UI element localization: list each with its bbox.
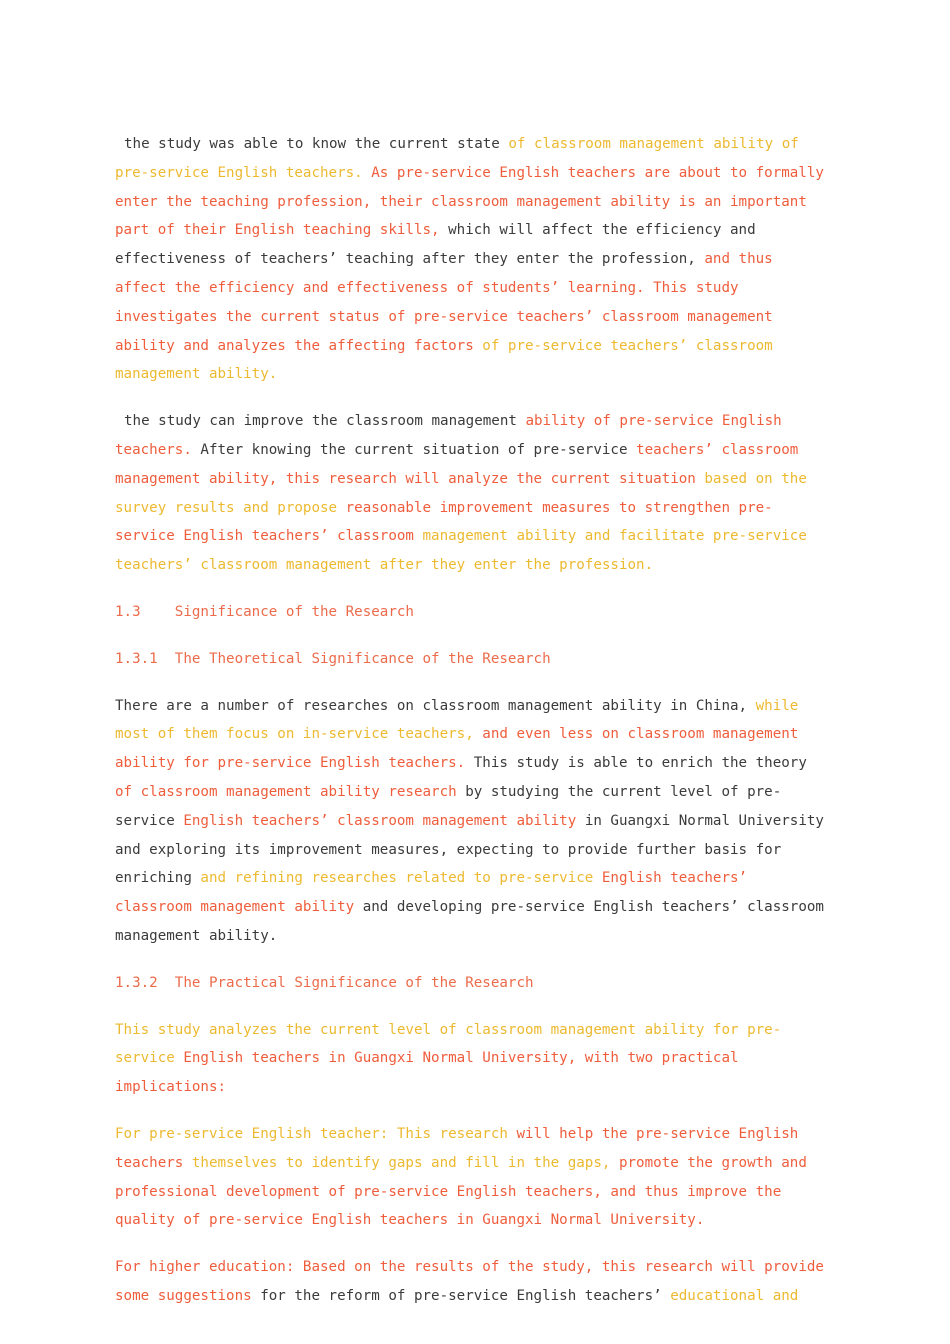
text-run: teachers’ classroom management ability, this research will analyze the current situation	[115, 441, 799, 487]
text-run: by studying the current level of pre-service	[115, 783, 782, 829]
subheading-theoretical-significance: 1.3.1 The Theoretical Significance of the Research	[115, 650, 551, 667]
text-run: This study analyzes the current level of classroom management ability for pre-service	[115, 1021, 782, 1067]
text-run: English teachers’ classroom management ability	[115, 870, 748, 916]
paragraph-practical-higher-education	[115, 1253, 832, 1311]
text-run: the study can improve the classroom management	[124, 413, 526, 430]
section-heading-significance: 1.3 Significance of the Research	[115, 603, 414, 620]
text-run: promote the growth and professional development of pre-service English teachers, and thus improve the quality of pre-service English teachers in Guangxi Normal University.	[115, 1154, 807, 1229]
text-run: while most of them focus on in-service teachers,	[115, 697, 799, 743]
text-run: As pre-service English teachers are about to formally enter the teaching profession, their classroom management ability is an important part of their English teaching skills,	[115, 164, 824, 239]
text-run: management ability and facilitate pre-service teachers’ classroom management after they enter the profession.	[115, 528, 807, 574]
paragraph-practical-teacher	[115, 1120, 832, 1235]
paragraph-theoretical	[115, 692, 832, 951]
paragraph-current-state	[115, 130, 832, 389]
text-run: themselves to identify gaps and fill in the gaps,	[191, 1154, 619, 1171]
text-run: English teachers’ classroom management ability	[183, 812, 585, 829]
text-run: ability of pre-service English teachers.	[115, 413, 782, 458]
text-run: based on the survey results and propose	[115, 470, 807, 516]
text-run: For higher education: Based on the results of the study, this research will provide some suggestions	[115, 1259, 824, 1304]
text-run: which will affect the efficiency and effectiveness of teachers’ teaching after they enter the profession,	[115, 222, 756, 268]
text-run: and thus affect the efficiency and effectiveness of students’ learning. This study investigates the current status of pre-service teachers’ classroom management ability and analyzes the affecting factors	[115, 251, 773, 354]
text-run: of classroom management ability of pre-service English teachers.	[115, 136, 799, 181]
text-run: the study was able to know the current state	[124, 136, 509, 152]
text-run: This study is able to enrich the theory	[473, 755, 807, 772]
paragraph-practical-intro	[115, 1016, 832, 1102]
text-run: and even less on classroom management ability for pre-service English teachers.	[115, 726, 799, 772]
text-run: of classroom management ability research	[115, 783, 466, 800]
text-run: for the reform of pre-service English teachers’	[260, 1287, 671, 1304]
text-run: reasonable improvement measures to strengthen pre-service English teachers’ classroom	[115, 499, 773, 545]
text-run: After knowing the current situation of pre-service	[200, 441, 637, 458]
text-run: and developing pre-service English teachers’ classroom management ability.	[115, 899, 824, 944]
text-run: English teachers in Guangxi Normal University, with two practical implications:	[115, 1050, 739, 1096]
text-run: There are a number of researches on classroom management ability in China,	[115, 697, 756, 714]
text-run: will help the pre-service English teachers	[115, 1125, 799, 1171]
text-run: educational and	[670, 1287, 799, 1304]
subheading-practical-significance: 1.3.2 The Practical Significance of the Research	[115, 974, 534, 991]
paragraph-improvement	[115, 407, 832, 580]
text-run: For pre-service English teacher: This research	[115, 1125, 517, 1142]
text-run: of pre-service teachers’ classroom management ability.	[115, 337, 773, 383]
text-run: and refining researches related to pre-service	[200, 870, 602, 887]
text-run: in Guangxi Normal University and exploring its improvement measures, expecting to provide further basis for enriching	[115, 812, 824, 887]
